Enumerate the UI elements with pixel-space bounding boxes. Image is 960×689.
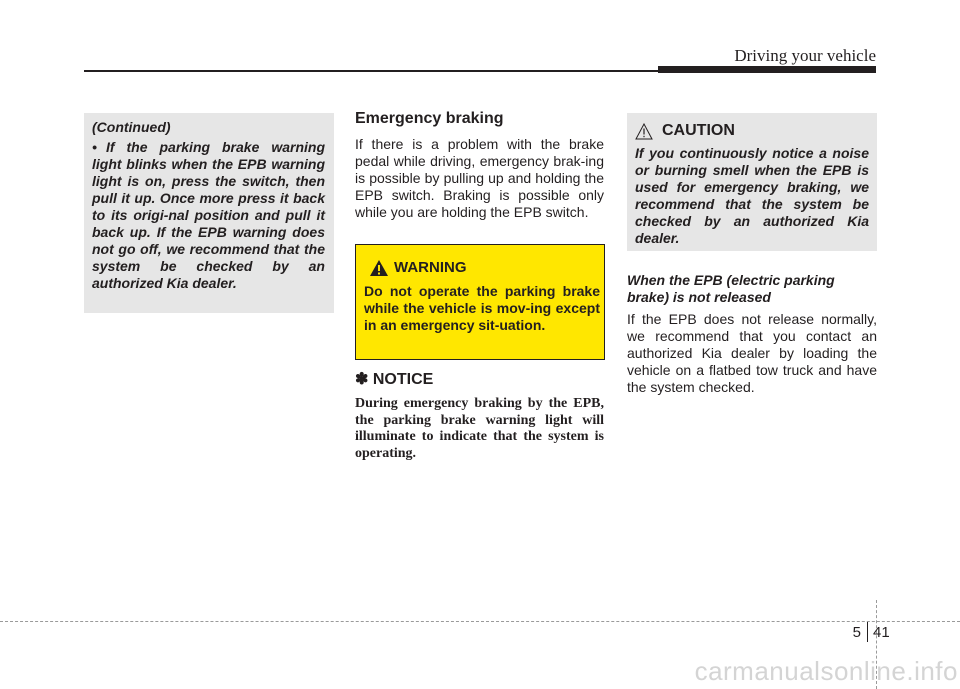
- page-number: 41: [873, 624, 890, 641]
- continued-text: [92, 139, 325, 292]
- caution-box: [627, 113, 877, 251]
- warning-text: Do not operate the parking brake while the vehicle is mov-ing except in an emergency sit-uation.: [364, 283, 600, 333]
- notice-text: During emergency braking by the EPB, the parking brake warning light will illuminate to indicate that the system is operating.: [355, 396, 604, 461]
- caution-triangle-icon: [635, 123, 653, 140]
- emergency-braking-paragraph: If there is a problem with the brake pedal while driving, emergency brak-ing is possible by pulling up and holding the EPB switch. Braking is possible only while you are holding the EPB switch.: [355, 136, 604, 220]
- page-section-number: 5: [852, 624, 861, 641]
- footer-rule: [0, 621, 960, 622]
- page-header-title: Driving your vehicle: [734, 46, 876, 65]
- continued-label: (Continued): [92, 119, 171, 135]
- bullet-glyph: •: [92, 139, 97, 155]
- caution-heading: CAUTION: [662, 122, 735, 139]
- page-number-separator: [867, 622, 868, 642]
- continued-bullet-text: If the parking brake warning light blinks when the EPB warning light is on, press the switch, then pull it up. Once more press it back to its origi-nal position and pull it back up. If the EPB warning does not go off, we recommend that the system be checked by an authorized Kia dealer.: [92, 139, 325, 291]
- epb-not-released-paragraph: If the EPB does not release normally, we recommend that you contact an authorized Kia dealer by loading the vehicle on a flatbed tow truck and have the system checked.: [627, 311, 877, 395]
- caution-text: If you continuously notice a noise or burning smell when the EPB is used for emergency braking, we recommend that the system be checked by an authorized Kia dealer.: [635, 145, 869, 246]
- warning-box: [355, 244, 605, 360]
- emergency-braking-heading: Emergency braking: [355, 110, 504, 127]
- continued-note-box: [84, 113, 334, 313]
- header-bar: [658, 66, 876, 73]
- notice-heading: ✽ NOTICE: [355, 371, 434, 388]
- watermark-text: carmanualsonline.info: [694, 656, 958, 686]
- warning-heading: WARNING: [394, 259, 467, 276]
- epb-not-released-heading: When the EPB (electric parking brake) is not released: [627, 272, 835, 305]
- warning-triangle-icon: [369, 259, 389, 277]
- header-rule: [84, 70, 658, 72]
